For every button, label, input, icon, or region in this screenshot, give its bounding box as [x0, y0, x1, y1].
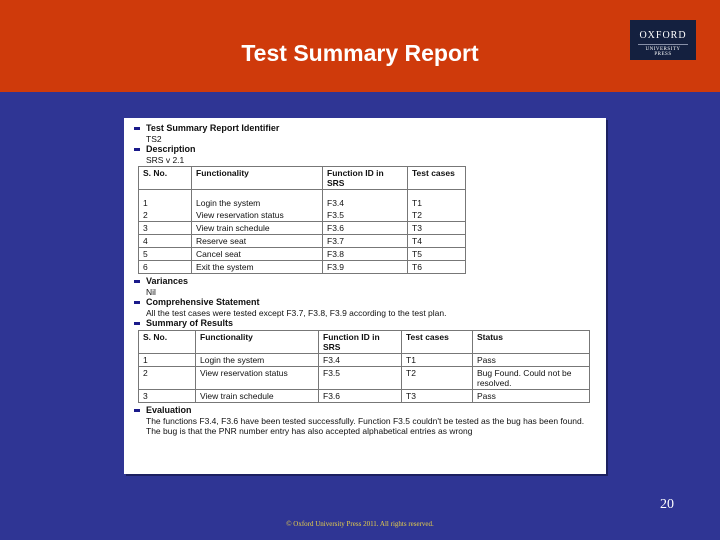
section-variances-title: Variances — [146, 276, 189, 286]
section-variances — [134, 276, 598, 287]
cell: F3.9 — [323, 261, 408, 274]
logo-sub-text: UNIVERSITY PRESS — [638, 44, 688, 57]
header-bar — [0, 0, 720, 92]
cell: Reserve seat — [192, 235, 323, 248]
col-header-function-id: Function ID in SRS — [319, 331, 402, 354]
bullet-icon — [134, 322, 140, 325]
table-header-row — [139, 331, 590, 354]
report-document — [124, 118, 606, 474]
cell: 6 — [139, 261, 192, 274]
section-summary-title: Summary of Results — [146, 318, 234, 328]
col-header-test-cases: Test cases — [402, 331, 473, 354]
cell: F3.6 — [323, 222, 408, 235]
cell: Bug Found. Could not be resolved. — [473, 367, 590, 390]
section-identifier-title: Test Summary Report Identifier — [146, 123, 280, 133]
cell: F3.6 — [319, 390, 402, 403]
table-row — [139, 261, 466, 274]
cell: 2 — [139, 209, 192, 222]
cell: View reservation status — [192, 209, 323, 222]
col-header-functionality: Functionality — [196, 331, 319, 354]
comprehensive-value: All the test cases were tested except F3.7, F3.8, F3.9 according to the test plan. — [146, 308, 447, 318]
bullet-icon — [134, 280, 140, 283]
table-row — [139, 222, 466, 235]
description-value: SRS v 2.1 — [146, 155, 185, 165]
cell: T2 — [402, 367, 473, 390]
bullet-icon — [134, 127, 140, 130]
cell: Cancel seat — [192, 248, 323, 261]
variances-value: Nil — [146, 287, 156, 297]
cell: T1 — [402, 354, 473, 367]
cell: Login the system — [196, 354, 319, 367]
page-number: 20 — [660, 497, 674, 512]
cell: Pass — [473, 354, 590, 367]
col-header-functionality: Functionality — [192, 167, 323, 190]
cell: F3.5 — [323, 209, 408, 222]
table-row — [139, 235, 466, 248]
col-header-sno: S. No. — [139, 167, 192, 190]
cell: F3.7 — [323, 235, 408, 248]
cell: F3.8 — [323, 248, 408, 261]
evaluation-value: The functions F3.4, F3.6 have been tested successfully. Function F3.5 couldn't be tested as the bug has been found. The bug is that the PNR number entry has also accepted alphabetical entries as wrong — [146, 416, 585, 436]
cell: F3.4 — [319, 354, 402, 367]
section-summary — [134, 318, 598, 329]
cell: View train schedule — [192, 222, 323, 235]
cell: 1 — [139, 190, 192, 210]
bullet-icon — [134, 301, 140, 304]
cell: View train schedule — [196, 390, 319, 403]
cell: T3 — [402, 390, 473, 403]
col-header-sno: S. No. — [139, 331, 196, 354]
cell: Login the system — [192, 190, 323, 210]
table-row — [139, 390, 590, 403]
cell: F3.5 — [319, 367, 402, 390]
section-description-title: Description — [146, 144, 196, 154]
functions-table — [138, 166, 466, 274]
oxford-logo — [630, 20, 696, 60]
section-comprehensive-title: Comprehensive Statement — [146, 297, 260, 307]
logo-main-text: OXFORD — [639, 30, 687, 41]
report-content — [134, 123, 598, 436]
col-header-function-id: Function ID in SRS — [323, 167, 408, 190]
section-comprehensive — [134, 297, 598, 308]
table-header-row — [139, 167, 466, 190]
cell: 2 — [139, 367, 196, 390]
cell: 3 — [139, 222, 192, 235]
cell: T6 — [408, 261, 466, 274]
cell: 1 — [139, 354, 196, 367]
cell: F3.4 — [323, 190, 408, 210]
table-row — [139, 190, 466, 210]
cell: T5 — [408, 248, 466, 261]
section-description — [134, 144, 598, 155]
cell: T3 — [408, 222, 466, 235]
bullet-icon — [134, 409, 140, 412]
table-row — [139, 354, 590, 367]
cell: Exit the system — [192, 261, 323, 274]
bullet-icon — [134, 148, 140, 151]
results-table — [138, 330, 590, 403]
identifier-value: TS2 — [146, 134, 162, 144]
cell: T1 — [408, 190, 466, 210]
slide-title: Test Summary Report — [241, 40, 479, 66]
section-evaluation — [134, 405, 598, 416]
cell: View reservation status — [196, 367, 319, 390]
section-evaluation-title: Evaluation — [146, 405, 192, 415]
col-header-test-cases: Test cases — [408, 167, 466, 190]
section-identifier — [134, 123, 598, 134]
cell: T4 — [408, 235, 466, 248]
table-row — [139, 248, 466, 261]
table-row — [139, 367, 590, 390]
col-header-status: Status — [473, 331, 590, 354]
copyright-text: © Oxford University Press 2011. All rights reserved. — [286, 520, 434, 528]
table-row — [139, 209, 466, 222]
cell: T2 — [408, 209, 466, 222]
cell: 4 — [139, 235, 192, 248]
cell: 5 — [139, 248, 192, 261]
cell: Pass — [473, 390, 590, 403]
cell: 3 — [139, 390, 196, 403]
